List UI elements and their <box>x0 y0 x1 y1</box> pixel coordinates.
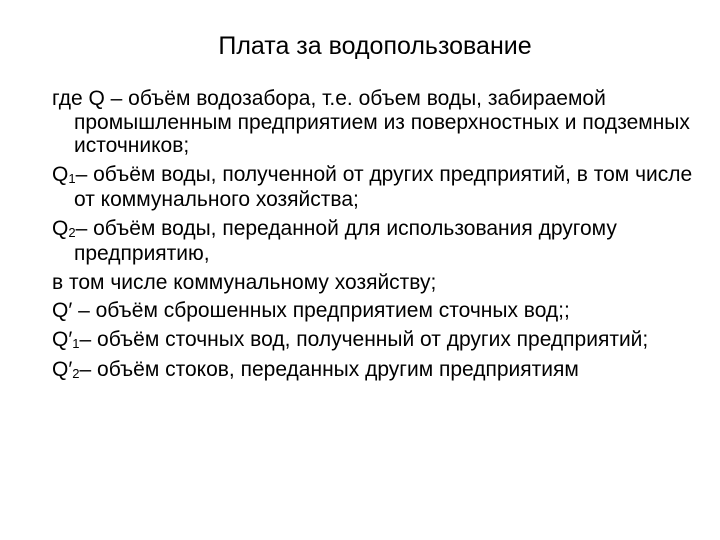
definition-q1 <box>52 163 712 212</box>
definition-text: – объём сточных вод, полученный от других предприятий; <box>79 327 649 351</box>
definition-q-prime-2 <box>52 358 712 384</box>
subscript: 2 <box>72 366 80 381</box>
subscript: 1 <box>68 170 76 186</box>
definition-q-prime-1 <box>52 328 712 354</box>
definition-text: – объём воды, переданной для использования другому предприятию, <box>74 216 617 265</box>
symbol: Q′ <box>52 327 73 351</box>
definition-q2 <box>52 217 712 266</box>
symbol: Q′ <box>52 358 73 381</box>
symbol: Q′ <box>52 299 73 322</box>
subscript: 2 <box>68 224 76 240</box>
symbol: Q <box>52 162 69 186</box>
definition-text: – объём сброшенных предприятием сточных вод;; <box>72 299 570 322</box>
definition-text: где Q – объём водозабора, т.е. объем воды, забираемой промышленным предприятием из поверхностных и подземных источников; <box>52 87 690 157</box>
definition-q2-continued <box>52 271 712 295</box>
definition-text: – объём стоков, переданных другим предприятиям <box>79 358 579 381</box>
slide-title: Плата за водопользование <box>218 32 532 60</box>
symbol: Q <box>52 216 69 240</box>
definition-text: – объём воды, полученной от других предприятий, в том числе от коммунального хозяйства; <box>74 162 693 211</box>
definition-text: в том числе коммунальному хозяйству; <box>52 270 437 294</box>
subscript: 1 <box>72 335 80 351</box>
slide-body <box>52 87 712 389</box>
definition-q <box>52 87 712 158</box>
definition-q-prime <box>52 299 712 323</box>
